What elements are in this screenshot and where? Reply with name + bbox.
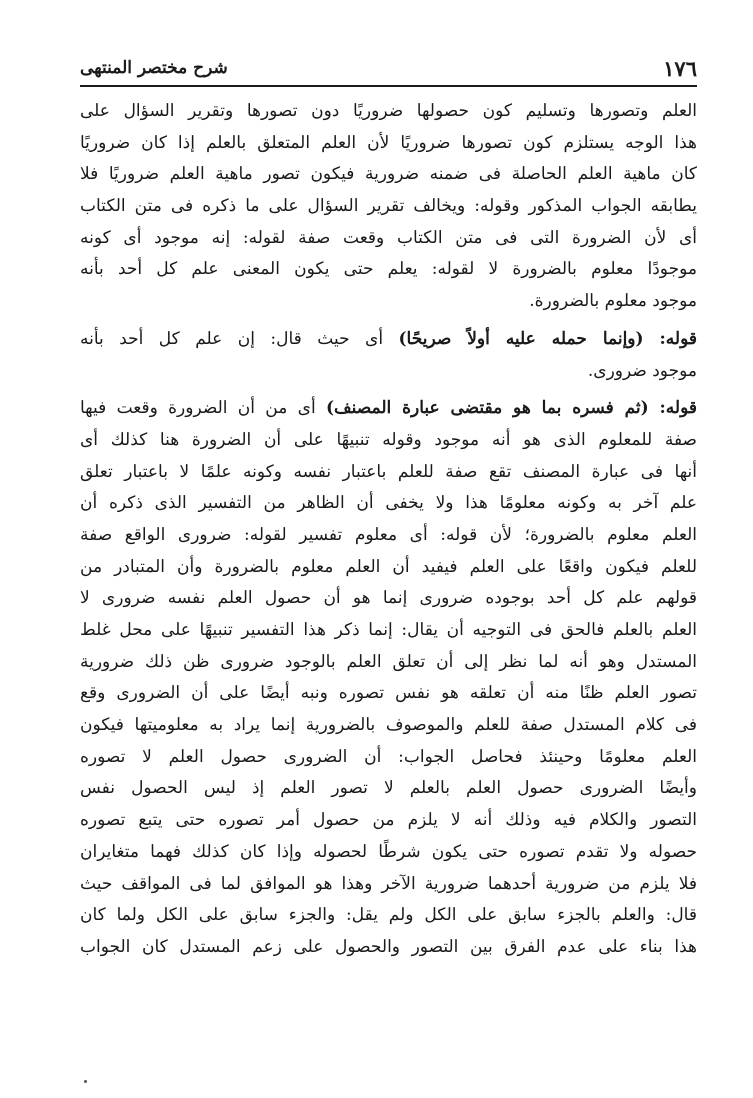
text-line: أنها فى عبارة المصنف تقع صفة للعلم باعتبار نفسه وكونه علمًا لا باعتبار تعلق xyxy=(80,461,697,482)
text-line: قال: والعلم بالجزء سابق على الكل ولم يقل: والجزء سابق على الكل ولما كان xyxy=(80,905,697,926)
paragraph-2 xyxy=(80,324,697,387)
text-line: علم آخر به وكونه معلومًا هذا ولا يخفى أن الظاهر من التفسير الذى ذكره أن xyxy=(80,493,697,514)
text-line: أى لأن الضرورة التى فى متن الكتاب وقعت صفة لقوله: إنه موجود أى كونه xyxy=(80,227,697,248)
commentary-lemma: قوله: (وإنما حمله عليه أولاً صريحًا) xyxy=(398,328,697,349)
text-line: صفة للمعلوم الذى هو أنه موجود وقوله تنبيهًا على أن الضرورة هنا كذلك أى xyxy=(80,429,697,450)
text-line: موجود ضرورى. xyxy=(587,360,697,381)
text-line: للعلم فيكون واقعًا على العلم فيفيد أن العلم معلوم بالضرورة وأن المتبادر من xyxy=(80,556,697,577)
text-line: فى كلام المستدل صفة للعلم والموصوف بالضرورية إنما يراد به معلوميتها فيكون xyxy=(80,715,697,736)
text-run: أى من أن الضرورة وقعت فيها xyxy=(80,398,327,419)
running-head xyxy=(80,52,697,86)
text-line: فلا يلزم من ضرورية أحدهما ضرورية الآخر وهذا هو الموافق لما فى المواقف حيث xyxy=(80,873,697,894)
text-line: موجودًا معلوم بالضرورة لا لقوله: يعلم حتى يكون المعنى علم كل أحد بأنه xyxy=(80,259,697,280)
text-line: هذا بناء على عدم الفرق بين التصور والحصول على زعم المستدل كان الجواب xyxy=(80,936,697,957)
text-line: وأيضًا الضرورى حصول العلم بالعلم لا تصور العلم إذ ليس الحصول نفس xyxy=(80,778,697,799)
text-line: موجود معلوم بالضرورة. xyxy=(529,291,697,312)
text-line: تصور العلم ظنًا منه أن تعلقه هو نفس تصوره ونبه أيضًا على أن الضرورى وقع xyxy=(80,683,697,704)
page-number: ١٧٦ xyxy=(663,56,697,81)
text-line: التصور والكلام فيه وذلك أنه لا يلزم من حصول أمر تصوره حتى يتبع تصوره xyxy=(80,810,697,831)
commentary-lemma: قوله: (ثم فسره بما هو مقتضى عبارة المصنف) xyxy=(326,398,697,419)
text-line: العلم وتصورها وتسليم كون حصولها ضروريًا دون تصورها وتقرير السؤال على xyxy=(80,101,697,121)
paragraph-1 xyxy=(80,96,697,318)
text-line xyxy=(80,393,697,425)
text-line: العلم بالعلم فالحق فى التوجيه أن يقال: إنما ذكر هذا التفسير تنبيهًا على محل غلط xyxy=(80,620,697,640)
paragraph-3 xyxy=(80,393,697,963)
text-run: أى حيث قال: إن علم كل أحد بأنه xyxy=(80,328,399,349)
text-line: هذا الوجه يستلزم كون تصورها ضروريًا لأن العلم المتعلق بالعلم إذا كان ضروريًا xyxy=(80,132,697,153)
text-line: يطابقه الجواب المذكور وقوله: ويخالف تقرير السؤال على ما ذكره فى متن الكتاب xyxy=(80,196,697,217)
text-line: العلم معلومًا وحينئذ فحاصل الجواب: أن الضرورى حصول العلم لا تصوره xyxy=(80,746,697,767)
text-line: العلم معلوم بالضرورة؛ لأن قوله: أى معلوم تفسير لقوله: ضرورى الواقع صفة xyxy=(80,524,697,545)
text-line xyxy=(80,324,697,356)
book-title: شرح مختصر المنتهى xyxy=(80,58,228,78)
text-line: قولهم علم كل أحد بوجوده ضرورى إنما هو أن حصول العلم نفسه ضرورى لا xyxy=(80,588,697,609)
page-speck xyxy=(84,1080,87,1083)
text-line: كان ماهية العلم الحاصلة فى ضمنه ضرورية فيكون تصور ماهية العلم ضروريًا فلا xyxy=(80,164,697,185)
text-line: حصوله ولا تقدم تصوره حتى يكون شرطًا لحصوله وإذا كان كذلك فهما متغايران xyxy=(80,841,697,862)
header-rule xyxy=(80,85,697,87)
text-line: المستدل وهو أنه لما نظر إلى أن تعلق العلم بالوجود ضرورى ظن ذلك ضرورية xyxy=(80,651,697,672)
body-text xyxy=(80,96,697,970)
